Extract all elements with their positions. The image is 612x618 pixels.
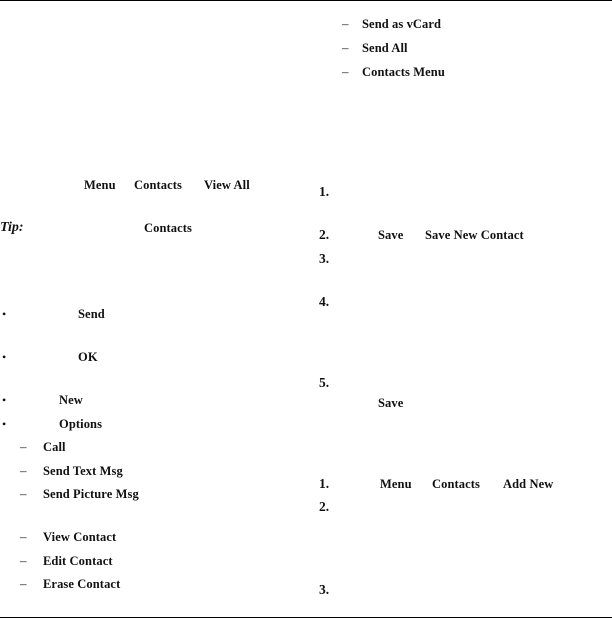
tip-contacts: Contacts bbox=[144, 221, 193, 235]
step-number: 4. bbox=[319, 294, 330, 309]
stepb1-menu: Menu bbox=[380, 477, 412, 491]
list-item-send-as-vcard: Send as vCard bbox=[362, 17, 442, 31]
nav-contacts: Contacts bbox=[134, 178, 183, 192]
dash: – bbox=[342, 16, 349, 31]
stepb1-add-new: Add New bbox=[503, 477, 554, 491]
option-call: Call bbox=[43, 440, 66, 454]
dash: – bbox=[342, 40, 349, 55]
top-rule bbox=[0, 0, 612, 1]
option-send-picture-msg: Send Picture Msg bbox=[43, 487, 139, 501]
step-number: 1. bbox=[319, 184, 330, 199]
dash: – bbox=[20, 529, 27, 544]
nav-view-all: View All bbox=[204, 178, 250, 192]
list-item-contacts-menu: Contacts Menu bbox=[362, 65, 445, 79]
option-view-contact: View Contact bbox=[43, 530, 117, 544]
dash: – bbox=[342, 64, 349, 79]
list-item-send-all: Send All bbox=[362, 41, 408, 55]
step-number: 2. bbox=[319, 227, 330, 242]
bullet: • bbox=[2, 350, 7, 364]
bullet-send: Send bbox=[78, 307, 105, 321]
bullet: • bbox=[2, 307, 7, 321]
step2-save-new-contact: Save New Contact bbox=[425, 228, 524, 242]
step2-save: Save bbox=[378, 228, 404, 242]
step-number: 2. bbox=[319, 499, 330, 514]
step-number: 3. bbox=[319, 582, 330, 597]
bullet-ok: OK bbox=[78, 350, 98, 364]
step-number: 5. bbox=[319, 375, 330, 390]
nav-menu: Menu bbox=[84, 178, 116, 192]
dash: – bbox=[20, 439, 27, 454]
option-send-text-msg: Send Text Msg bbox=[43, 464, 123, 478]
tip-label: Tip: bbox=[0, 220, 24, 235]
option-edit-contact: Edit Contact bbox=[43, 554, 113, 568]
bullet-new: New bbox=[59, 393, 83, 407]
dash: – bbox=[20, 576, 27, 591]
option-erase-contact: Erase Contact bbox=[43, 577, 121, 591]
dash: – bbox=[20, 553, 27, 568]
bullet: • bbox=[2, 393, 7, 407]
step-number: 1. bbox=[319, 476, 330, 491]
bullet: • bbox=[2, 417, 7, 431]
dash: – bbox=[20, 486, 27, 501]
dash: – bbox=[20, 463, 27, 478]
step5-save: Save bbox=[378, 396, 404, 410]
step-number: 3. bbox=[319, 251, 330, 266]
bullet-options: Options bbox=[59, 417, 103, 431]
stepb1-contacts: Contacts bbox=[432, 477, 481, 491]
